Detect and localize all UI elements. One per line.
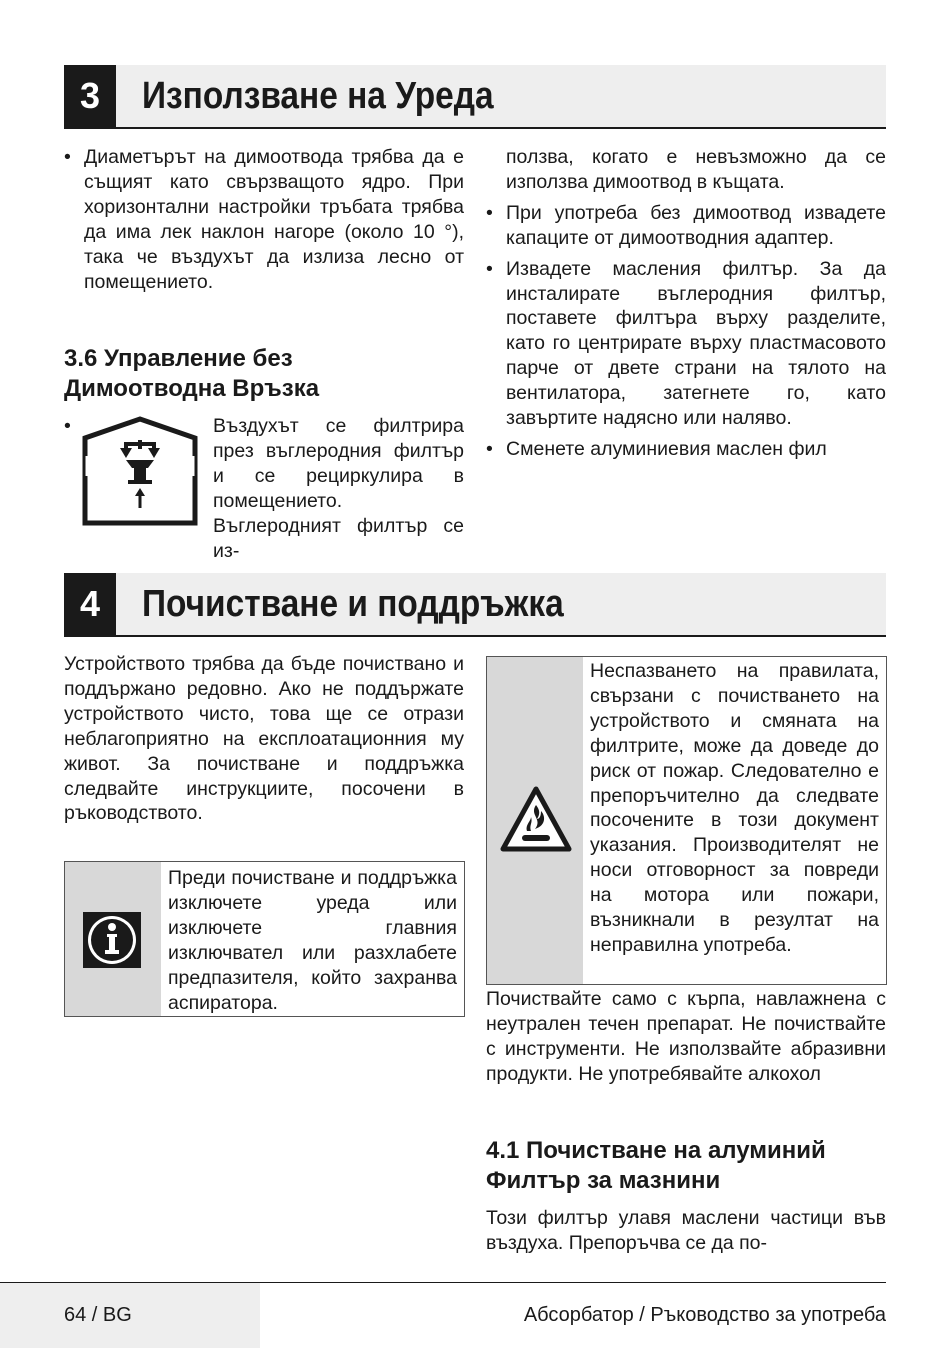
list-item: • Сменете алуминиевия маслен фил <box>486 437 827 460</box>
fire-warning-icon <box>499 785 573 855</box>
footer-divider <box>0 1282 886 1283</box>
bullet-marker: • <box>64 415 71 437</box>
info-note-box <box>64 861 465 1017</box>
warning-note-box <box>486 656 887 985</box>
info-icon <box>83 912 141 968</box>
list-item: • Диаметърът на димоотвода трябва да е същият като свързващото ядро. При хоризонтални настройки тръбата трябва да има лек наклон нагоре (около 10 °), така че въздухът да излиза лесно от помещението. <box>64 146 464 293</box>
section-4-title: Почистване и поддръжка <box>142 582 564 625</box>
footer-doc-title: Абсорбатор / Ръководство за употреба <box>523 1304 886 1326</box>
bullet-text: Сменете алуминиевия маслен фил <box>506 437 827 460</box>
section-4-header <box>64 573 886 637</box>
subheading-3-6 <box>64 344 464 404</box>
warning-note-text: Неспазването на правилата, свързани с почистването на устройството и смяната на филтрите, може да доведе до риск от пожар. Следователно е препоръчително да следвате посочените в този документ указания. Производителят не носи отговорност за повреди на мотора или пожари, възникнали в резултат на неправилна употреба. <box>590 660 879 956</box>
subheading-line: 3.6 Управление без <box>64 345 293 372</box>
page-number: 64 / BG <box>64 1304 132 1326</box>
list-item: • Извадете масления филтър. За да инсталирате въглеродния филтър, поставете филтъра върху разделите, като го центрирате върху пластмасовото парче от двете страни на тялото на вентилатора, затегнете го, като завъртите надясно или наляво. <box>486 257 886 430</box>
filter-paragraph: Този филтър улавя маслени частици във въздуха. Препоръчва се да по- <box>486 1207 886 1254</box>
recirculation-text: Въздухът се филтрира през въглеродния филтър и се рециркулира в помещението. Въглеродният филтър се из- <box>213 415 464 562</box>
section-3-header <box>64 65 886 129</box>
section-3-left-column <box>64 145 464 294</box>
continued-paragraph: ползва, когато е невъзможно да се използва димоотвод в къщата. <box>506 146 886 193</box>
section-3-number: 3 <box>64 65 116 127</box>
section-3-right-column <box>486 145 886 462</box>
recirculation-house-icon <box>82 416 198 526</box>
info-note-text: Преди почистване и поддръжка изключете уреда или изключете главния изключвател или разхлабете предпазителя, който захранва аспиратора. <box>168 867 457 1014</box>
subheading-line: 4.1 Почистване на алуминий <box>486 1137 826 1164</box>
bullet-text: Диаметърът на димоотвода трябва да е същият като свързващото ядро. При хоризонтални настройки тръбата трябва да има лек наклон нагоре (около 10 °), така че въздухът да излиза лесно от помещението. <box>84 146 464 293</box>
subheading-line: Филтър за мазнини <box>486 1167 721 1194</box>
list-item: • При употреба без димоотвод извадете капаците от димоотводния адаптер. <box>486 201 886 249</box>
section-3-title: Използване на Уреда <box>142 74 494 117</box>
bullet-text: При употреба без димоотвод извадете капаците от димоотводния адаптер. <box>506 201 886 249</box>
section-4-intro: Устройството трябва да бъде почиствано и поддържано редовно. Ако не поддържате устройството чисто, това ще се отрази неблагоприятно на експлоатационния му живот. За почистване и поддръжка следвайте инструкциите, посочени в ръководството. <box>64 653 464 825</box>
bullet-text: Извадете масления филтър. За да инсталирате въглеродния филтър, поставете филтъра върху разделите, като го центрирате върху пластмасовото парче от двете страни на тялото на вентилатора, затегнете го, като завъртите надясно или наляво. <box>506 257 886 430</box>
subheading-line: Димоотводна Връзка <box>64 375 320 402</box>
subheading-4-1 <box>486 1136 886 1196</box>
section-4-number: 4 <box>64 573 116 635</box>
cleaning-paragraph: Почиствайте само с кърпа, навлажнена с неутрален течен препарат. Не почиствайте с инструменти. Не използвайте абразивни продукти. Не употребявайте алкохол <box>486 988 886 1085</box>
